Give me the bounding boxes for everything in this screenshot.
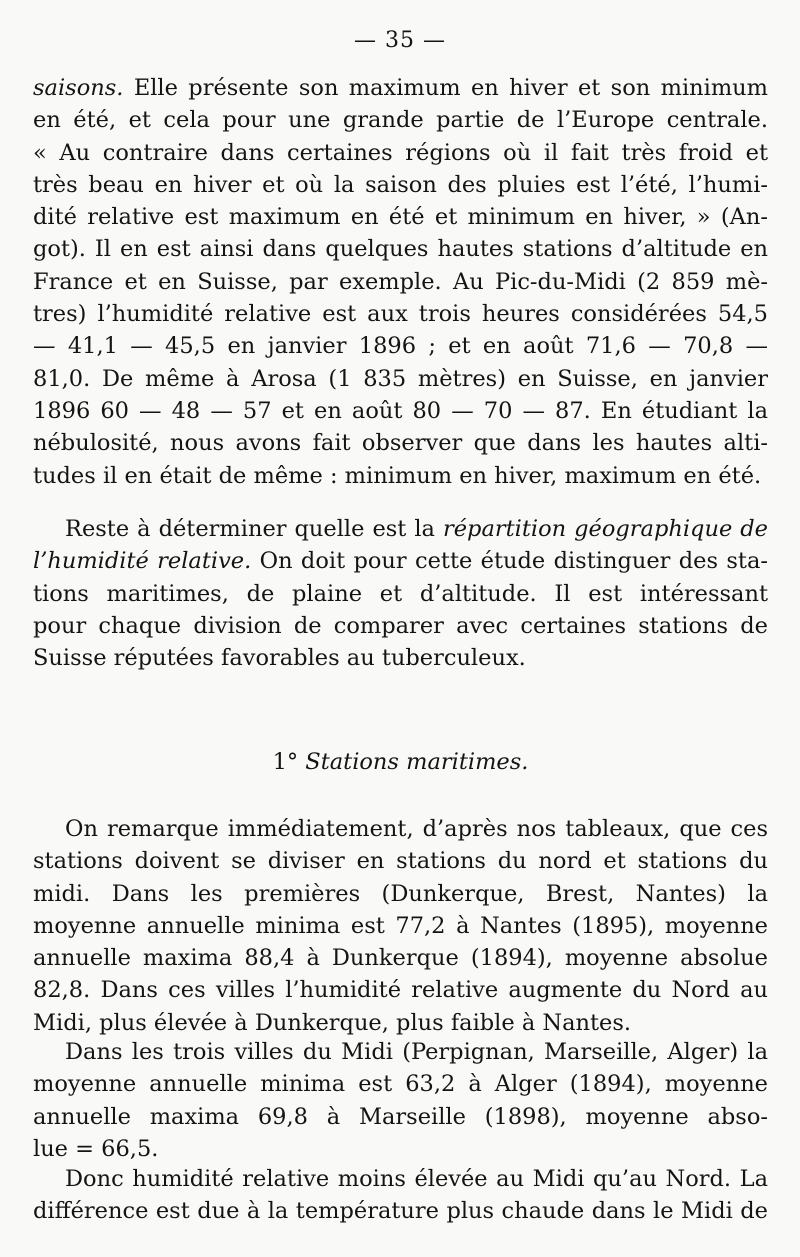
paragraph-3 — [33, 813, 768, 1039]
text-line — [33, 395, 768, 427]
section-heading — [33, 746, 768, 778]
text-run: tudes il en était de même : minimum en hiver, maximum en été. — [33, 462, 762, 489]
text-run: nébulosité, nous avons fait observer que dans les hautes alti- — [33, 430, 768, 457]
text-line — [33, 233, 768, 265]
text-run: moyenne annuelle minima est 77,2 à Nantes (1895), moyenne — [33, 912, 768, 939]
text-line — [33, 1036, 768, 1068]
text-line — [33, 942, 768, 974]
text-line — [33, 1007, 768, 1039]
text-run: stations doivent se diviser en stations du nord et stations du — [33, 848, 768, 875]
text-run: tions maritimes, de plaine et d’altitude. Il est intéressant — [33, 580, 768, 607]
text-run: France et en Suisse, par exemple. Au Pic-du-Midi (2 859 mè- — [33, 268, 768, 295]
text-run: très beau en hiver et où la saison des pluies est l’été, l’humi- — [33, 171, 768, 198]
text-run: saisons. — [33, 75, 124, 101]
text-run: Dans les trois villes du Midi (Perpignan, Marseille, Alger) la — [65, 1039, 768, 1065]
text-run: 81,0. De même à Arosa (1 835 mètres) en Suisse, en janvier — [33, 365, 768, 392]
text-line — [33, 460, 768, 492]
text-line — [33, 578, 768, 610]
text-run: Elle présente son maximum en hiver et son minimum — [123, 75, 768, 101]
text-run: répartition géographique de — [442, 516, 768, 542]
text-line — [33, 1195, 768, 1227]
text-run: got). Il en est ainsi dans quelques hautes stations d’altitude en — [33, 236, 768, 263]
text-run: moyenne annuelle minima est 63,2 à Alger (1894), moyenne — [33, 1071, 768, 1098]
text-run: lue = 66,5. — [33, 1135, 159, 1162]
text-run: 82,8. Dans ces villes l’humidité relative augmente du Nord au — [33, 977, 768, 1004]
text-line — [33, 427, 768, 459]
text-run: « Au contraire dans certaines régions où il fait très froid et — [33, 139, 768, 166]
text-run: On doit pour cette étude distinguer des sta- — [251, 548, 768, 575]
text-run: Reste à déterminer quelle est la — [65, 516, 443, 542]
text-run: On remarque immédiatement, d’après nos tableaux, que ces — [65, 816, 768, 842]
text-line — [33, 642, 768, 674]
text-run: dité relative est maximum en été et minimum en hiver, » (An- — [33, 204, 768, 231]
text-run: annuelle maxima 69,8 à Marseille (1898), moyenne abso- — [33, 1103, 768, 1130]
text-line — [33, 545, 768, 577]
text-line — [33, 104, 768, 136]
paragraph-2 — [33, 513, 768, 674]
text-line — [33, 910, 768, 942]
heading-line — [33, 746, 768, 778]
text-line — [33, 1133, 768, 1165]
paragraph-4 — [33, 1036, 768, 1165]
text-run: pour chaque division de comparer avec certaines stations de — [33, 612, 768, 639]
text-line — [33, 974, 768, 1006]
text-line — [33, 610, 768, 642]
text-run: tres) l’humidité relative est aux trois heures considérées 54,5 — [33, 301, 768, 328]
paragraph-5 — [33, 1163, 768, 1228]
text-line — [33, 330, 768, 362]
text-line — [33, 72, 768, 104]
text-line — [33, 513, 768, 545]
text-line — [33, 1101, 768, 1133]
text-line — [33, 137, 768, 169]
text-run: en été, et cela pour une grande partie de l’Europe centrale. — [33, 107, 768, 134]
text-run: 1896 60 — 48 — 57 et en août 80 — 70 — 87. En étudiant la — [33, 397, 768, 424]
text-run: — 41,1 — 45,5 en janvier 1896 ; et en août 71,6 — 70,8 — — [33, 333, 768, 360]
text-line — [33, 298, 768, 330]
text-run: Stations maritimes. — [305, 749, 529, 775]
text-line — [33, 1163, 768, 1195]
text-run: Donc humidité relative moins élevée au Midi qu’au Nord. La — [65, 1166, 768, 1192]
text-line — [33, 813, 768, 845]
text-run: annuelle maxima 88,4 à Dunkerque (1894), moyenne absolue — [33, 945, 768, 972]
text-run: 1° — [272, 749, 306, 775]
text-run: Suisse réputées favorables au tuberculeux. — [33, 645, 526, 672]
text-line — [33, 363, 768, 395]
text-line — [33, 878, 768, 910]
text-line — [33, 266, 768, 298]
text-run: l’humidité relative. — [33, 548, 252, 575]
text-run: différence est due à la température plus chaude dans le Midi de — [33, 1198, 768, 1225]
text-line — [33, 169, 768, 201]
text-run: midi. Dans les premières (Dunkerque, Brest, Nantes) la — [33, 880, 768, 907]
text-line — [33, 845, 768, 877]
text-run: Midi, plus élevée à Dunkerque, plus faible à Nantes. — [33, 1009, 632, 1036]
text-line — [33, 201, 768, 233]
paragraph-1 — [33, 72, 768, 492]
page-number: — 35 — — [354, 28, 446, 53]
text-line — [33, 1068, 768, 1100]
